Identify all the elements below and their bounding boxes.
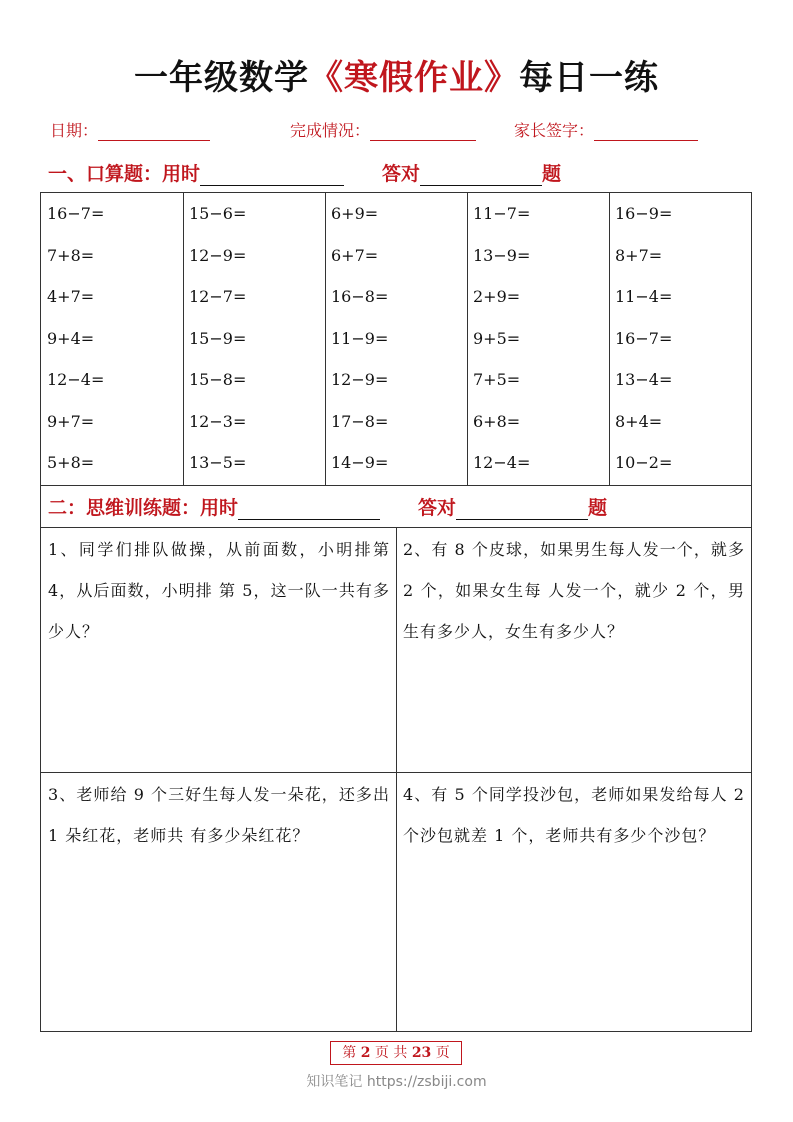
status-label: 完成情况： — [290, 121, 371, 140]
arith-item: 12−7= — [189, 287, 247, 306]
arith-item: 17−8= — [331, 412, 389, 431]
arith-item: 5+8= — [47, 453, 95, 472]
page-total: 23 — [411, 1045, 432, 1061]
parent-blank[interactable] — [594, 122, 698, 141]
arith-item: 15−6= — [189, 204, 247, 223]
arith-item: 9+7= — [47, 412, 95, 431]
title-highlight: 《寒假作业》 — [309, 58, 519, 98]
arith-item: 15−8= — [189, 370, 247, 389]
page-pre: 第 — [342, 1045, 361, 1061]
page-number: 2 — [360, 1045, 371, 1061]
arith-item: 8+4= — [615, 412, 663, 431]
arith-item: 11−7= — [473, 204, 531, 223]
arith-item: 12−9= — [331, 370, 389, 389]
arith-item: 15−9= — [189, 329, 247, 348]
section2-suffix: 题 — [588, 497, 608, 519]
status-blank[interactable] — [370, 122, 476, 141]
arith-item: 13−4= — [615, 370, 673, 389]
status-field[interactable] — [290, 118, 476, 141]
arith-item: 13−9= — [473, 246, 531, 265]
arith-item: 16−9= — [615, 204, 673, 223]
worksheet-grid — [40, 192, 752, 1032]
date-label: 日期： — [50, 121, 99, 140]
divider — [41, 485, 751, 486]
arith-item: 16−8= — [331, 287, 389, 306]
arith-item: 7+8= — [47, 246, 95, 265]
date-blank[interactable] — [98, 122, 210, 141]
arith-item: 14−9= — [331, 453, 389, 472]
divider — [396, 527, 397, 1032]
word-problem-1: 1、同学们排队做操，从前面数，小明排第 4，从后面数，小明排 第 5，这一队一共有多少人？ — [48, 540, 390, 641]
page-mid: 页 共 — [370, 1045, 412, 1061]
arith-item: 16−7= — [615, 329, 673, 348]
arith-item: 9+5= — [473, 329, 521, 348]
section2-label: 二：思维训练题：用时 — [48, 497, 239, 519]
divider — [609, 193, 610, 485]
info-row — [0, 118, 793, 146]
arith-item: 12−4= — [47, 370, 105, 389]
date-field[interactable] — [50, 118, 210, 141]
divider — [325, 193, 326, 485]
arith-item: 8+7= — [615, 246, 663, 265]
word-problem-4: 4、有 5 个同学投沙包，老师如果发给每人 2 个沙包就差 1 个，老师共有多少个沙包？ — [403, 785, 745, 845]
divider — [467, 193, 468, 485]
title-post: 每日一练 — [519, 58, 659, 98]
section1-correct-blank[interactable] — [420, 165, 542, 186]
arith-item: 11−4= — [615, 287, 673, 306]
arith-item: 6+8= — [473, 412, 521, 431]
page-title — [0, 52, 793, 104]
arith-item: 9+4= — [47, 329, 95, 348]
section2-time-blank[interactable] — [238, 499, 380, 520]
arith-item: 6+9= — [331, 204, 379, 223]
parent-field[interactable] — [514, 118, 698, 141]
arith-item: 6+7= — [331, 246, 379, 265]
page-post: 页 — [431, 1045, 450, 1061]
section1-time-blank[interactable] — [200, 165, 344, 186]
arith-item: 4+7= — [47, 287, 95, 306]
arith-item: 12−4= — [473, 453, 531, 472]
watermark: 知识笔记 https://zsbiji.com — [306, 1074, 487, 1090]
title-pre: 一年级数学 — [134, 58, 309, 98]
section1-label: 一、口算题：用时 — [48, 163, 201, 185]
section1-suffix: 题 — [542, 163, 562, 185]
word-problem-2: 2、有 8 个皮球，如果男生每人发一个，就多 2 个，如果女生每 人发一个，就少 2 个，男生有多少人，女生有多少人？ — [403, 540, 745, 641]
divider — [183, 193, 184, 485]
arith-item: 10−2= — [615, 453, 673, 472]
arith-item: 12−3= — [189, 412, 247, 431]
arith-item: 11−9= — [331, 329, 389, 348]
arith-item: 2+9= — [473, 287, 521, 306]
section2-header — [48, 494, 607, 520]
arith-item: 16−7= — [47, 204, 105, 223]
section2-correct-label: 答对 — [418, 497, 457, 519]
section2-correct-blank[interactable] — [456, 499, 588, 520]
arith-item: 13−5= — [189, 453, 247, 472]
word-problem-3: 3、老师给 9 个三好生每人发一朵花，还多出 1 朵红花，老师共 有多少朵红花？ — [48, 785, 390, 845]
section1-header — [48, 160, 561, 186]
arith-item: 12−9= — [189, 246, 247, 265]
parent-label: 家长签字： — [514, 121, 595, 140]
arith-item: 7+5= — [473, 370, 521, 389]
page-indicator — [330, 1041, 462, 1065]
section1-correct-label: 答对 — [382, 163, 421, 185]
